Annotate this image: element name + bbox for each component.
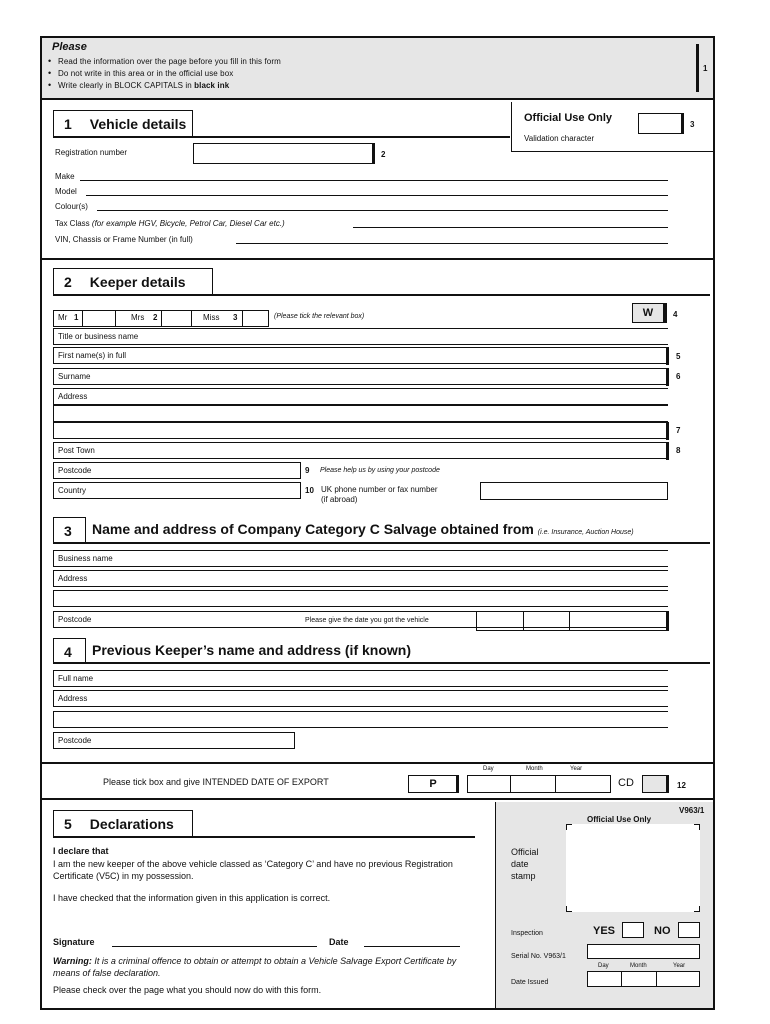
prev-full-name-row[interactable]: Full name [53,670,668,687]
field-5-number: 5 [676,352,681,361]
mr-label: Mr [58,313,68,322]
export-label: Please tick box and give INTENDED DATE OF EXPORT [103,777,329,787]
field-9-number: 9 [305,466,310,475]
mr-number: 1 [74,313,79,322]
stamp-corner-tl [566,824,572,830]
field-1-marker [696,44,699,92]
tax-class-label: Tax Class (for example HGV, Bicycle, Petrol Car, Diesel Car etc.) [55,219,285,228]
section-4-number: 4 [53,638,86,664]
section-4-rule [53,662,710,664]
s3-date-marker [666,611,669,631]
export-date-input[interactable] [467,775,611,793]
s3-date-sep1 [523,611,524,631]
stamp-area [566,824,700,912]
section-4-title: Previous Keeper’s name and address (if known) [92,642,411,658]
s3-date-input[interactable] [476,611,668,631]
validation-marker [681,113,684,134]
postcode-note: Please help us by using your postcode [320,467,440,474]
colour-label: Colour(s) [55,202,88,211]
section-1-header [53,110,193,136]
addr-marker [666,422,669,440]
field-8-number: 8 [676,446,681,455]
post-town-row[interactable]: Post Town [53,442,668,459]
model-input[interactable] [86,195,668,196]
cd-label: CD [618,777,634,789]
export-tick-box[interactable]: P [408,775,458,793]
issued-year-label: Year [673,963,686,969]
field-3-number: 3 [690,120,695,129]
s3-postcode-row[interactable]: Postcode [53,611,668,628]
prev-address-row-1[interactable]: Address [53,690,668,707]
miss-label: Miss [203,313,220,322]
make-label: Make [55,172,75,181]
section-1-number: 1 [64,115,72,132]
divider-1 [42,258,713,260]
section-3-rule [53,542,710,544]
validation-label: Validation character [524,134,595,143]
section-3-title: Name and address of Company Category C Salvage obtained from (i.e. Insurance, Auction House) [92,521,634,537]
validation-input[interactable] [638,113,682,134]
mr-checkbox[interactable] [82,310,116,327]
field-10-number: 10 [305,486,314,495]
w-box: W [632,303,664,323]
phone-label: UK phone number or fax number [321,485,438,494]
field-1-number: 1 [703,64,708,73]
stamp-label-1: Official [511,847,539,857]
export-year-label: Year [570,766,583,772]
field-4-number: 4 [673,310,678,319]
signature-label: Signature [53,937,95,947]
phone-input[interactable] [480,482,668,500]
section-5-header [53,810,193,836]
tick-note: (Please tick the relevant box) [274,313,365,320]
warning-text: Warning: It is a criminal offence to obtain or attempt to obtain a Vehicle Salvage Export Certificate by means of false declaration. [53,956,457,978]
tax-class-input[interactable] [353,227,668,228]
section-2-rule [53,294,710,296]
date-issued-input[interactable] [587,971,700,987]
section-5-title: Declarations [89,815,174,832]
w-marker [664,303,667,323]
no-checkbox[interactable] [678,922,700,938]
prev-address-row-2[interactable] [53,711,668,728]
stamp-corner-br [694,906,700,912]
date-issued-label: Date Issued [511,979,549,986]
issued-month-label: Month [630,963,647,969]
address-row-2[interactable] [53,405,668,422]
stamp-label-3: stamp [511,871,536,881]
mrs-label: Mrs [131,313,145,322]
vin-input[interactable] [236,243,668,244]
country-row[interactable]: Country [53,482,301,499]
section-5-rule [53,836,475,838]
bullet-2: • Do not write in this area or in the official use box [58,69,233,78]
first-marker [666,347,669,365]
vin-label: VIN, Chassis or Frame Number (in full) [55,235,193,244]
first-name-row[interactable]: First name(s) in full [53,347,668,364]
declare-para-2: I have checked that the information given in this application is correct. [53,893,331,903]
town-marker [666,442,669,460]
registration-input[interactable] [193,143,373,164]
please-title: Please [52,41,87,53]
inspection-label: Inspection [511,930,543,937]
check-text: Please check over the page what you should now do with this form. [53,985,322,995]
field-12-number: 12 [677,781,686,790]
miss-checkbox[interactable] [242,310,269,327]
mrs-checkbox[interactable] [161,310,192,327]
section-2-title: Keeper details [89,273,186,290]
yes-checkbox[interactable] [622,922,644,938]
yes-label: YES [593,925,616,937]
declare-heading: I declare that [53,846,109,856]
field-2-number: 2 [381,150,386,159]
stamp-label-2: date [511,859,529,869]
export-month-label: Month [526,766,543,772]
export-p-marker [456,775,459,793]
section-1-title: Vehicle details [89,115,187,132]
phone-sub: (if abroad) [321,495,358,504]
serial-input[interactable] [587,944,700,959]
address-row-3[interactable] [53,422,668,439]
field-6-number: 6 [676,372,681,381]
v963-code: V963/1 [679,806,705,815]
miss-number: 3 [233,313,238,322]
colour-input[interactable] [97,210,668,211]
declare-para-1: I am the new keeper of the above vehicle classed as ‘Category C’ and have no previous Registration Certificate (V5C) in my possession. [53,859,453,881]
s3-address-row-1[interactable]: Address [53,570,668,587]
official-use-2-title: Official Use Only [587,815,652,824]
no-label: NO [654,925,671,937]
s3-date-sep2 [569,611,570,631]
field-7-number: 7 [676,426,681,435]
export-day-label: Day [483,766,494,772]
cd-box [642,775,668,793]
reg-label: Registration number [55,148,128,157]
address-row-1[interactable]: Address [53,388,668,405]
model-label: Model [55,187,77,196]
section-2-number: 2 [64,273,72,290]
section-1-rule [53,136,510,138]
stamp-corner-tr [694,824,700,830]
serial-label: Serial No. V963/1 [511,953,566,960]
issued-sep2 [656,971,657,987]
export-date-sep1 [510,775,511,793]
prev-postcode-row[interactable]: Postcode [53,732,295,749]
official-use-title: Official Use Only [524,112,613,124]
section-2-header [53,268,213,294]
s3-date-note: Please give the date you got the vehicle [305,617,429,624]
date-label: Date [329,937,349,947]
postcode-row[interactable]: Postcode [53,462,301,479]
export-date-sep2 [555,775,556,793]
section-3-number: 3 [53,517,86,543]
reg-marker [372,143,375,164]
surname-row[interactable]: Surname [53,368,668,385]
section-5-number: 5 [64,815,72,832]
issued-sep1 [621,971,622,987]
signature-input[interactable] [112,946,317,947]
title-business-row[interactable]: Title or business name [53,328,668,345]
issued-day-label: Day [598,963,609,969]
make-input[interactable] [80,180,668,181]
s3-address-row-2[interactable] [53,590,668,607]
business-name-row[interactable]: Business name [53,550,668,567]
date-input[interactable] [364,946,460,947]
stamp-corner-bl [566,906,572,912]
cd-marker [666,775,669,793]
surname-marker [666,368,669,386]
mrs-number: 2 [153,313,158,322]
bullet-3: • Write clearly in BLOCK CAPITALS in black ink [58,81,229,90]
bullet-1: • Read the information over the page before you fill in this form [58,57,281,66]
